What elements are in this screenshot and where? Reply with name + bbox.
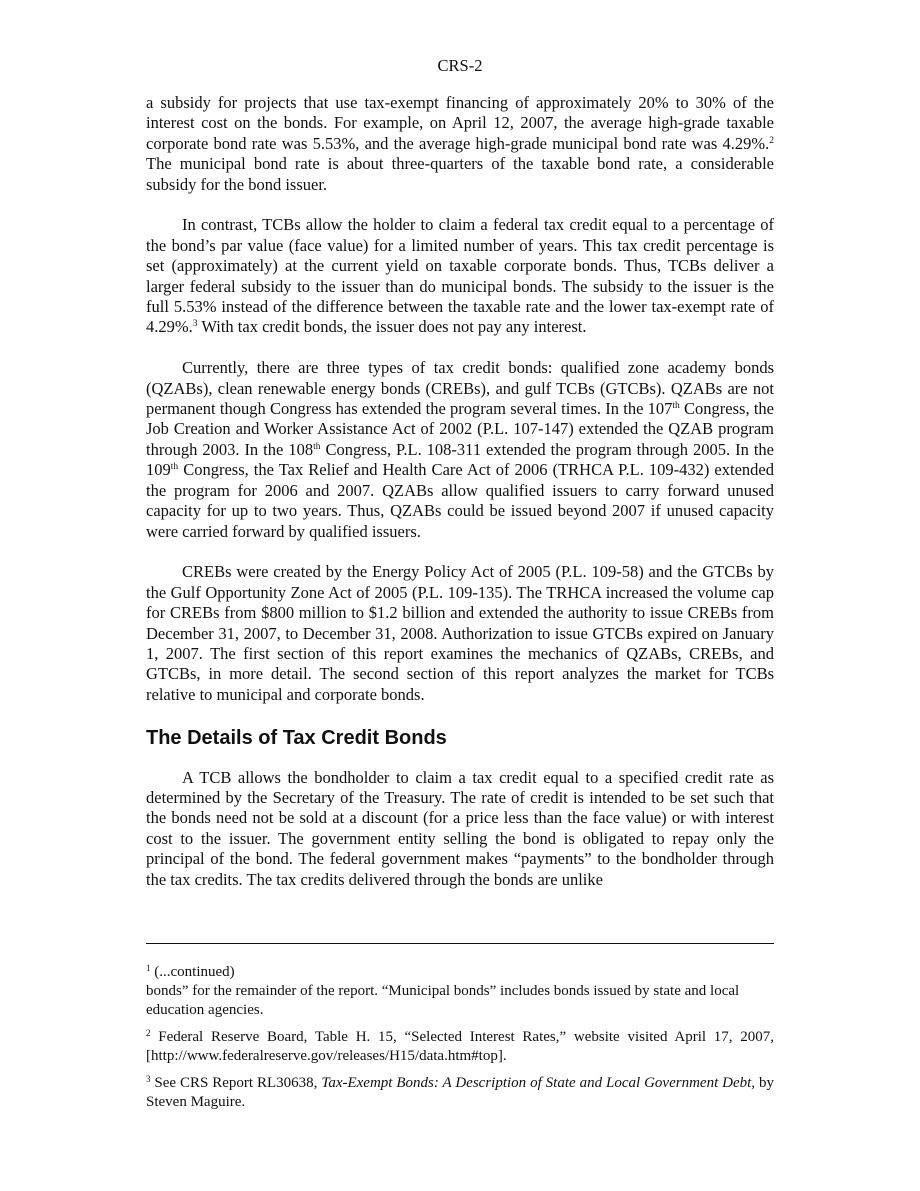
footnote-marker: 2 xyxy=(146,1028,151,1038)
footnote-marker: 1 xyxy=(146,963,151,973)
paragraph-tcb-types xyxy=(146,358,774,542)
footnote-2 xyxy=(146,1028,774,1066)
paragraph-text: Currently, there are three types of tax credit bonds: qualified zone academy bonds (QZABs), clean renewable energy bonds (CREBs), and gulf TCBs (GTCBs). QZABs are not permanent though Congress has extended the program several times. In the 107 xyxy=(146,358,774,419)
ordinal-suffix: th xyxy=(672,401,680,412)
main-content xyxy=(146,93,774,890)
ordinal-suffix: th xyxy=(170,462,179,473)
paragraph-text: With tax credit bonds, the issuer does not pay any interest. xyxy=(197,317,587,337)
footnote-divider xyxy=(146,943,774,944)
paragraph-tcb-contrast xyxy=(146,215,774,337)
footnotes-section xyxy=(146,963,774,1120)
paragraph-text: Congress, the Job Creation and Worker Assistance Act of 2002 (P.L. 107-147) extended the QZAB program through 2003. In the 108 xyxy=(146,399,774,459)
footnote-text: by Steven Maguire. xyxy=(146,1075,774,1110)
paragraph-crebs-gtcbs: CREBs were created by the Energy Policy Act of 2005 (P.L. 109-58) and the GTCBs by the Gulf Opportunity Zone Act of 2005 (P.L. 109-135). The TRHCA increased the volume cap for CREBs from $800 million to $1.2 billion and extended the authority to issue CREBs from December 31, 2007, to December 31, 2008. Authorization to issue GTCBs expired on January 1, 2007. The first section of this report examines the mechanics of QZABs, CREBs, and GTCBs, in more detail. The second section of this report analyzes the market for TCBs relative to municipal and corporate bonds. xyxy=(146,562,774,704)
ordinal-suffix: th xyxy=(313,441,321,452)
footnote-text: bonds” for the remainder of the report. “Municipal bonds” includes bonds issued by state and local education agencies. xyxy=(146,983,740,1018)
paragraph-text: The municipal bond rate is about three-quarters of the taxable bond rate, a considerable subsidy for the bond issuer. xyxy=(146,154,774,194)
footnote-ref-3[interactable]: 3 xyxy=(192,319,198,330)
section-heading: The Details of Tax Credit Bonds xyxy=(146,726,447,749)
footnote-marker: 3 xyxy=(146,1074,151,1084)
footnote-continued-label: (...continued) xyxy=(150,964,235,980)
paragraph-tcb-details: A TCB allows the bondholder to claim a tax credit equal to a specified credit rate as determined by the Secretary of the Treasury. The rate of credit is intended to be set such that the bonds need not be sold at a discount (for a price less than the face value) or with interest cost to the issuer. The government entity selling the bond is obligated to repay only the principal of the bond. The federal government makes “payments” to the bondholder through the tax credits. The tax credits delivered through the bonds are unlike xyxy=(146,767,774,889)
footnote-3 xyxy=(146,1074,774,1112)
paragraph-subsidy xyxy=(146,93,774,195)
footnote-text: Federal Reserve Board, Table H. 15, “Selected Interest Rates,” website visited April 17, 2007, [http://www.federalreserve.gov/releases/H15/data.htm#top]. xyxy=(146,1029,774,1064)
page-number-header: CRS-2 xyxy=(437,56,483,75)
report-title: Tax-Exempt Bonds: A Description of State and Local Government Debt, xyxy=(321,1075,756,1091)
paragraph-text: a subsidy for projects that use tax-exempt financing of approximately 20% to 30% of the interest cost on the bonds. For example, on April 12, 2007, the average high-grade taxable corporate bond rate was 5.53%, and the average high-grade municipal bond rate was 4.29%. xyxy=(146,93,774,153)
footnote-text: See CRS Report RL30638, xyxy=(150,1075,322,1091)
paragraph-text: Congress, P.L. 108-311 extended the program through 2005. In the 109 xyxy=(146,439,774,480)
paragraph-text: Congress, the Tax Relief and Health Care Act of 2006 (TRHCA P.L. 109-432) extended the program for 2006 and 2007. QZABs allow qualified issuers to carry forward unused capacity for up to two years. Thus, QZABs could be issued beyond 2007 if unused capacity were carried forward by qualified issuers. xyxy=(146,460,774,541)
footnote-1 xyxy=(146,963,774,1020)
paragraph-text: In contrast, TCBs allow the holder to claim a federal tax credit equal to a percentage of the bond’s par value (face value) for a limited number of years. This tax credit percentage is set (approximately) at the current yield on taxable corporate bonds. Thus, TCBs deliver a larger federal subsidy to the issuer than do municipal bonds. The subsidy to the issuer is the full 5.53% instead of the difference between the taxable rate and the lower tax-exempt rate of 4.29%. xyxy=(146,215,774,337)
footnote-ref-2[interactable]: 2 xyxy=(769,135,774,146)
